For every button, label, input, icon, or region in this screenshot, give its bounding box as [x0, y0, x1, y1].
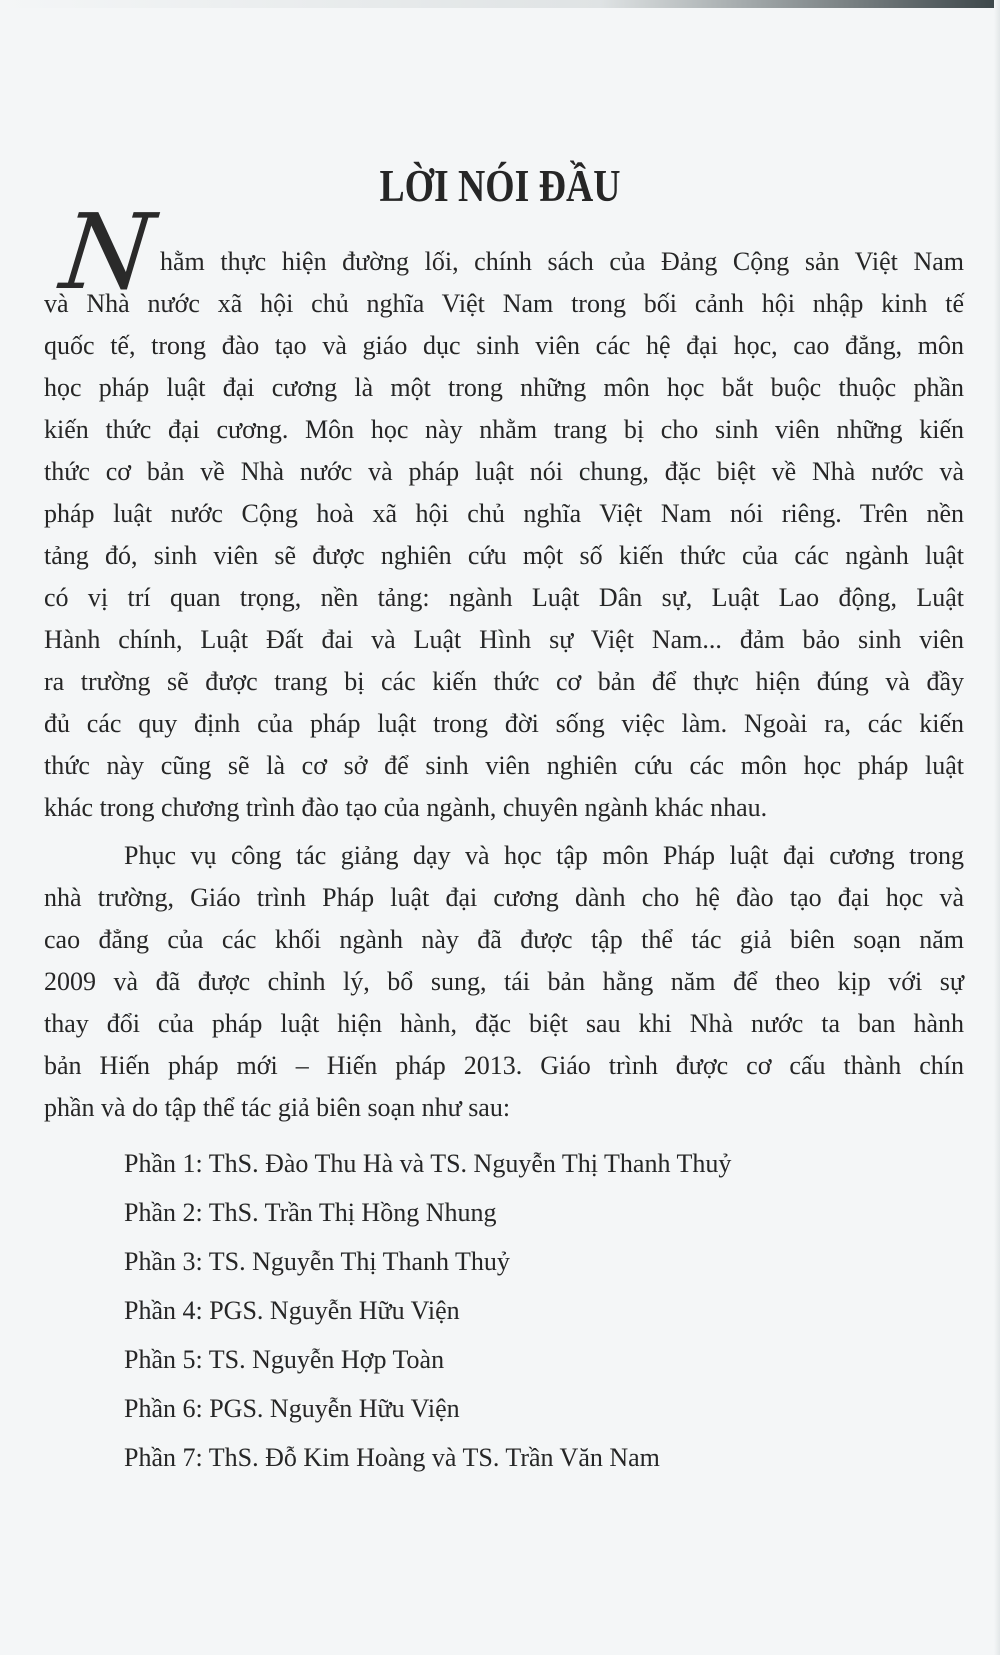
text-line: bản Hiến pháp mới – Hiến pháp 2013. Giáo trình được cơ cấu thành chín	[44, 1051, 964, 1080]
text-line: và Nhà nước xã hội chủ nghĩa Việt Nam trong bối cảnh hội nhập kinh tế	[44, 289, 964, 318]
text-line: học pháp luật đại cương là một trong những môn học bắt buộc thuộc phần	[44, 373, 964, 402]
drop-cap: N	[55, 191, 160, 313]
text-line: thức cơ bản về Nhà nước và pháp luật nói chung, đặc biệt về Nhà nước và	[44, 457, 964, 486]
text-line: cao đẳng của các khối ngành này đã được tập thể tác giả biên soạn năm	[44, 925, 964, 954]
text-line: 2009 và đã được chỉnh lý, bổ sung, tái bản hằng năm để theo kịp với sự	[44, 967, 964, 996]
paragraph-purpose	[44, 835, 964, 1129]
text-line: hằm thực hiện đường lối, chính sách của Đảng Cộng sản Việt Nam	[160, 247, 964, 276]
text-line: quốc tế, trong đào tạo và giáo dục sinh viên các hệ đại học, cao đẳng, môn	[44, 331, 964, 360]
text-line: Phục vụ công tác giảng dạy và học tập môn Pháp luật đại cương trong	[124, 841, 964, 870]
scan-top-edge	[0, 0, 1000, 8]
author-item: Phần 1: ThS. Đào Thu Hà và TS. Nguyễn Thị Thanh Thuỷ	[124, 1149, 732, 1178]
text-line: tảng đó, sinh viên sẽ được nghiên cứu một số kiến thức của các ngành luật	[44, 541, 964, 570]
paragraph-intro	[44, 241, 964, 829]
text-line: nhà trường, Giáo trình Pháp luật đại cương dành cho hệ đào tạo đại học và	[44, 883, 964, 912]
page-title: LỜI NÓI ĐẦU	[379, 159, 621, 211]
text-line: thức này cũng sẽ là cơ sở để sinh viên nghiên cứu các môn học pháp luật	[44, 751, 964, 780]
text-line: có vị trí quan trọng, nền tảng: ngành Luật Dân sự, Luật Lao động, Luật	[44, 583, 964, 612]
author-item: Phần 2: ThS. Trần Thị Hồng Nhung	[124, 1198, 497, 1227]
author-item: Phần 7: ThS. Đỗ Kim Hoàng và TS. Trần Văn Nam	[124, 1443, 660, 1472]
author-item: Phần 6: PGS. Nguyễn Hữu Viện	[124, 1394, 460, 1423]
author-item: Phần 5: TS. Nguyễn Hợp Toàn	[124, 1345, 445, 1374]
author-item: Phần 3: TS. Nguyễn Thị Thanh Thuỷ	[124, 1247, 510, 1276]
text-line: ra trường sẽ được trang bị các kiến thức cơ bản để thực hiện đúng và đầy	[44, 667, 964, 696]
text-line: kiến thức đại cương. Môn học này nhằm trang bị cho sinh viên những kiến	[44, 415, 964, 444]
text-line: Hành chính, Luật Đất đai và Luật Hình sự Việt Nam... đảm bảo sinh viên	[44, 625, 964, 654]
text-line: đủ các quy định của pháp luật trong đời sống việc làm. Ngoài ra, các kiến	[44, 709, 964, 738]
author-list	[124, 1139, 731, 1482]
author-item: Phần 4: PGS. Nguyễn Hữu Viện	[124, 1296, 460, 1325]
text-line: thay đổi của pháp luật hiện hành, đặc biệt sau khi Nhà nước ta ban hành	[44, 1009, 964, 1038]
text-line: khác trong chương trình đào tạo của ngành, chuyên ngành khác nhau.	[44, 793, 768, 822]
scan-right-edge	[994, 0, 1000, 1655]
text-line: pháp luật nước Cộng hoà xã hội chủ nghĩa Việt Nam nói riêng. Trên nền	[44, 499, 964, 528]
text-line: phần và do tập thể tác giả biên soạn như sau:	[44, 1093, 511, 1122]
